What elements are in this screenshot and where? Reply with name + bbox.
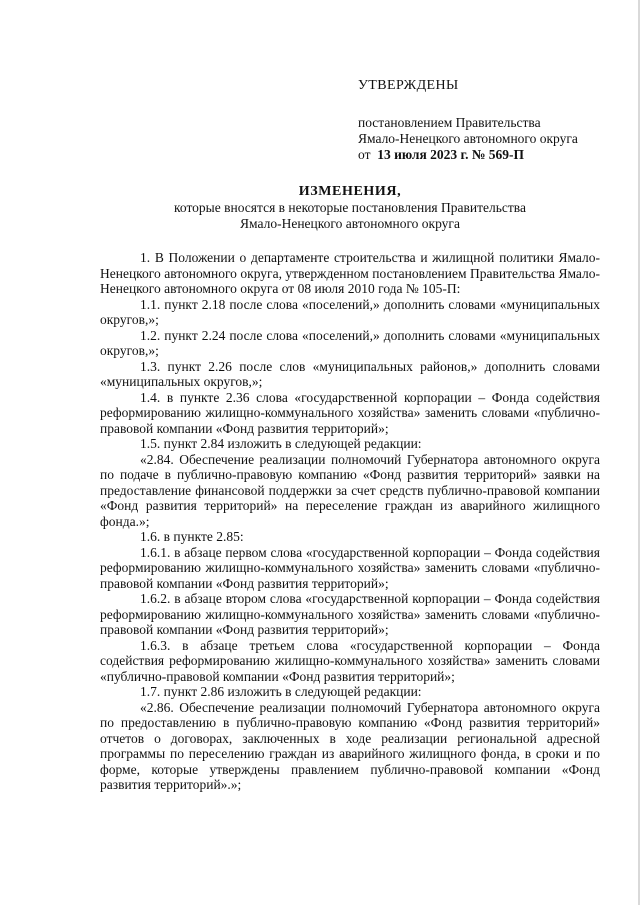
paragraph-2-84-text: «2.84. Обеспечение реализации полномочий Губернатора автономного округа по подаче в публично-правовую компанию «Фонд развития территорий» заявки на предоставление финансовой поддержки за счет средств публично-правовой компании «Фонд развития территорий» на переселение граждан из аварийного жилищного фонда.»; [100,451,600,529]
document-title-block [100,183,600,232]
approval-date-value: 13 июля 2023 г. № 569-П [377,147,525,162]
paragraph-1-6: 1.6. в пункте 2.85: [140,529,244,544]
document-title [100,183,600,200]
paragraph-1-7: 1.7. пункт 2.86 изложить в следующей редакции: [140,684,422,699]
document-title-main: ИЗМЕНЕНИЯ [298,184,398,199]
paragraph-1: 1. В Положении о департаменте строительства и жилищной политики Ямало-Ненецкого автономного округа, утвержденном постановлением Правительства Ямало-Ненецкого автономного округа от 08 июля 2010 года № 105-П: [100,250,600,296]
paragraph-2-86-text: «2.86. Обеспечение реализации полномочий Губернатора автономного округа по предоставлению в публично-правовую компанию «Фонд развития территорий» отчетов о договорах, заключенных в ходе реализации региональной адресной программы по переселению граждан из аварийного жилищного фонда, в сроки и по форме, которые утверждены правлением публично-правовой компании «Фонд развития территорий».»; [100,699,600,792]
paragraph-1-6-1: 1.6.1. в абзаце первом слова «государственной корпорации – Фонда содействия реформированию жилищно-коммунального хозяйства» заменить словами «публично-правовой компании «Фонд развития территорий»; [100,544,600,591]
approval-date-line [358,147,628,163]
paragraph-1-2: 1.2. пункт 2.24 после слова «поселений,» дополнить словами «муниципальных округов,»; [100,327,600,358]
paragraph-1-5: 1.5. пункт 2.84 изложить в следующей редакции: [140,436,422,451]
approval-line-1: постановлением Правительства [358,115,541,130]
document-subtitle-line-2: Ямало-Ненецкого автономного округа [240,216,460,231]
document-title-suffix: , [397,184,402,199]
document-subtitle-line-1: которые вносятся в некоторые постановления Правительства [174,200,526,215]
approval-line-2: Ямало-Ненецкого автономного округа [358,131,578,146]
paragraph-1-1: 1.1. пункт 2.18 после слова «поселений,» дополнить словами «муниципальных округов,»; [100,296,600,327]
approval-date-prefix: от [358,147,371,162]
document-body [100,250,600,793]
approved-heading: УТВЕРЖДЕНЫ [358,78,459,93]
paragraph-1-3: 1.3. пункт 2.26 после слов «муниципальных районов,» дополнить словами «муниципальных округов,»; [100,358,600,389]
paragraph-1-6-3: 1.6.3. в абзаце третьем слова «государственной корпорации – Фонда содействия реформированию жилищно-коммунального хозяйства» заменить словами «публично-правовой компании «Фонд развития территорий»; [100,637,600,684]
paragraph-1-6-2: 1.6.2. в абзаце втором слова «государственной корпорации – Фонда содействия реформированию жилищно-коммунального хозяйства» заменить словами «публично-правовой компании «Фонд развития территорий»; [100,591,600,637]
approval-stamp [358,78,628,163]
paragraph-1-4: 1.4. в пункте 2.36 слова «государственной корпорации – Фонда содействия реформированию жилищно-коммунального хозяйства» заменить словами «публично-правовой компании «Фонд развития территорий»; [100,389,600,436]
